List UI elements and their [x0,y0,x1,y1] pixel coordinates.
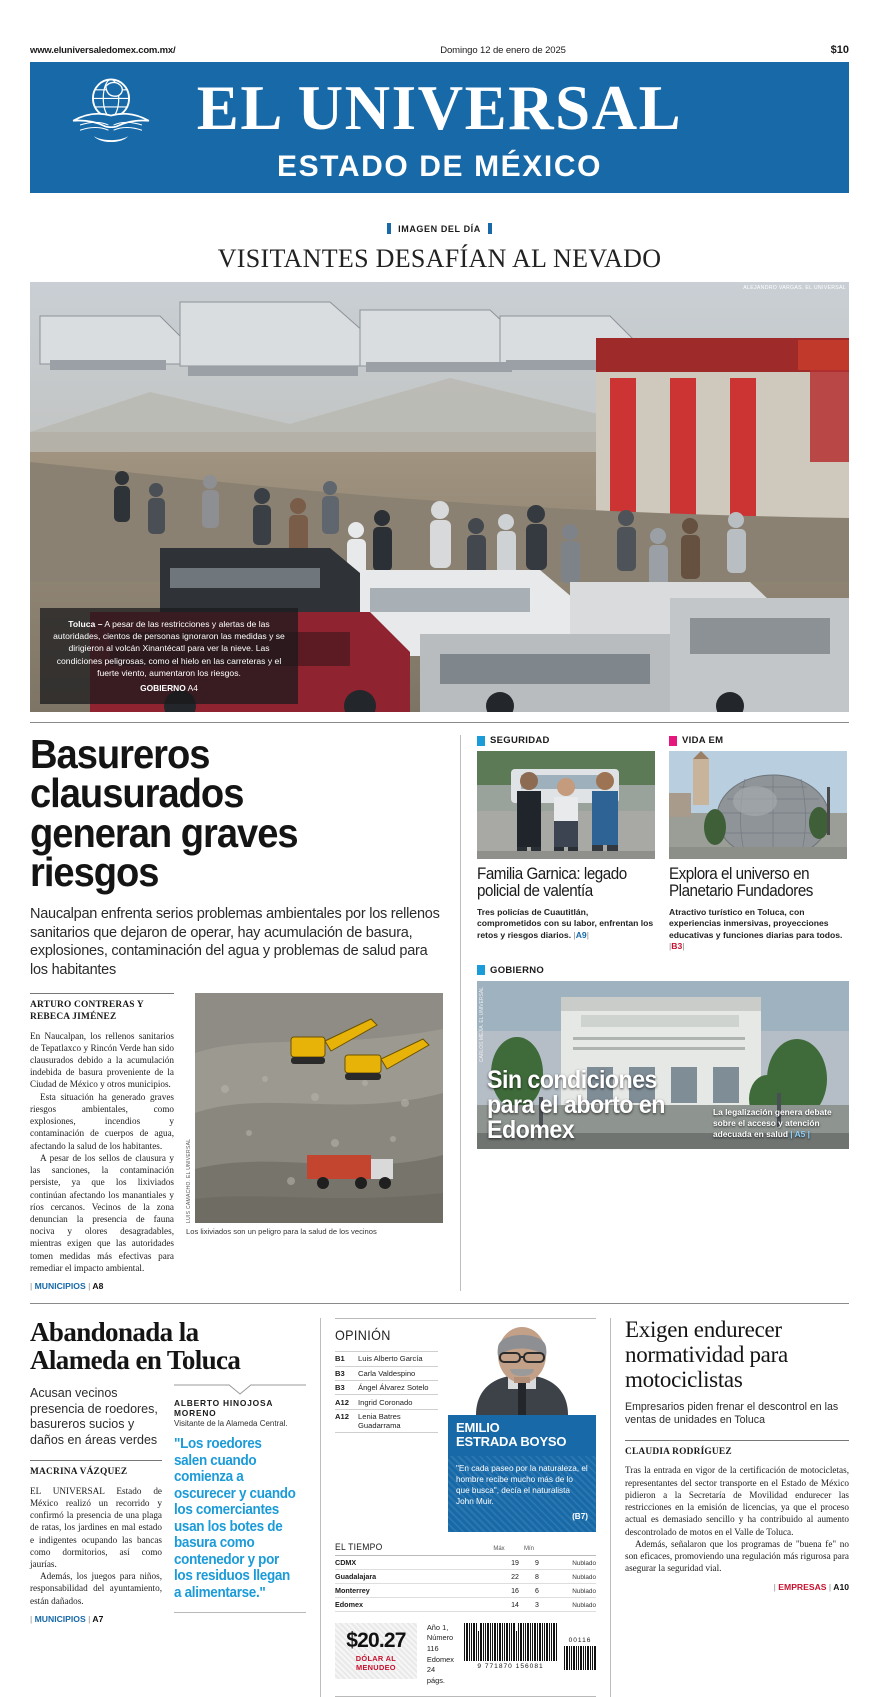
motos-headline-line1: Exigen endurecer [625,1317,782,1343]
issue-info [427,1623,454,1687]
hero-caption-section: GOBIERNO [140,683,186,694]
opinion-and-info-block [320,1318,610,1697]
issue-number: 116 [426,1643,439,1653]
weather-col-max: Máx [493,1545,505,1552]
opinion-list [335,1319,438,1531]
weather-sky: Nublado [572,1601,596,1609]
weather-max: 22 [511,1573,519,1581]
columnist-quote: "En cada paseo por la naturaleza, el hombre recibe mucho más de lo que busca", decía el naturalista John Muir. [456,1463,588,1507]
dollar-price-box [335,1623,417,1679]
right-column [460,735,849,1291]
weather-sky: Nublado [572,1573,596,1581]
kicker-square-icon [477,965,485,975]
card-seguridad-photo[interactable] [477,751,655,859]
main-story-columns [30,993,444,1291]
alameda-columns [30,1384,306,1624]
cover-price: $10 [830,44,849,56]
opinion-page: A12 [335,1411,349,1421]
top-info-bar [30,0,849,62]
weather-max: 19 [511,1559,519,1567]
weather-city: Edomex [335,1599,363,1609]
hero-caption-lead: Toluca – [68,619,103,630]
weather-city: CDMX [335,1557,357,1567]
motos-byline: CLAUDIA RODRÍGUEZ [625,1447,732,1458]
main-story-dek: Naucalpan enfrenta serios problemas ambientales por los rellenos sanitarios que dejaron de operar, hay acumulación de basura, explosiones, contaminación del agua y problemas de salud para los habitantes [30,906,440,978]
hero-caption-reference[interactable] [52,683,286,695]
alameda-headline-line2: Alameda en Toluca [30,1345,241,1376]
alameda-quote: "Los roedores salen cuando comienza a oscurecer y cuando los comerciantes usan los botes de basura como contenedor y por los residuos llegan a alimentarse." [174,1436,296,1601]
weather-max: 16 [511,1587,519,1595]
police-family-photo-illustration [477,751,655,859]
weather-sky: Nublado [572,1559,596,1567]
motos-byline-rule [625,1440,849,1458]
opinion-title: OPINIÓN [335,1327,391,1344]
weather-row [335,1556,596,1570]
columnist-page-ref[interactable]: (B7) [572,1512,588,1522]
motos-headline-line3: motociclistas [625,1366,743,1392]
barcode-main-number: 9 771870 156081 [477,1662,544,1670]
barcode-small-icon [564,1646,596,1670]
main-story-page: A8 [92,1281,104,1292]
barcode-main-icon [464,1623,557,1661]
kicker-square-icon [477,736,485,746]
website-url[interactable]: www.eluniversaledomex.com.mx/ [30,45,176,56]
quote-chevron-icon [174,1384,306,1396]
gobierno-headline-line2: para el aborto en [487,1090,665,1119]
issue-pages: 24 págs. [426,1665,445,1686]
weather-min: 6 [535,1587,539,1595]
gobierno-photo-credit: CARLOS MEJÍA. EL UNIVERSAL [479,986,485,1062]
weather-widget [335,1542,596,1612]
card-seguridad-kicker-label: SEGURIDAD [490,735,550,746]
landfill-photo-illustration[interactable] [195,993,443,1223]
card-seguridad-page[interactable]: A9 [575,929,587,940]
opinion-page: B1 [335,1354,345,1364]
main-story-headline[interactable] [30,731,415,896]
motos-para-1: Tras la entrada en vigor de la certificación de motocicletas, representantes del sector transporte en el Estado de México pidieron a la Secretaría de Movilidad endurecer las restricciones en la emisión de licencias, ya que el proceso actual es demasiado sencillo y ha contribuido al aumento descontrolado de motos en el Valle de Toluca. [625,1465,849,1537]
weather-max: 14 [511,1601,519,1609]
alameda-section-ref[interactable]: | MUNICIPIOS | A7 [30,1613,104,1624]
opinion-row[interactable] [335,1394,438,1408]
hero-caption-page: A4 [187,683,198,694]
image-of-day-headline: VISITANTES DESAFÍAN AL NEVADO [217,244,662,273]
masthead-title: EL UNIVERSAL [196,73,683,143]
main-story-section-ref[interactable]: | MUNICIPIOS | A8 [30,1281,104,1292]
alameda-page: A7 [92,1613,104,1624]
issue-year: Año 1, [426,1622,449,1632]
masthead-subtitle: ESTADO DE MÉXICO [276,150,603,183]
kicker-square-icon [669,736,677,746]
barcode-small-number: 00116 [568,1636,592,1644]
columnist-quote-box [448,1456,596,1532]
publication-date: Domingo 12 de enero de 2025 [440,45,566,56]
card-vida-page[interactable]: B3 [671,941,683,952]
dollar-price-value: $20.27 [346,1628,406,1652]
divider-below-hero [30,722,849,723]
barcode-group [464,1623,596,1670]
weather-city: Monterrey [335,1585,370,1595]
gobierno-dek: La legalización genera debate sobre el acceso y atención adecuada en salud | A5 | [713,1106,832,1140]
alameda-left-column [30,1384,162,1624]
card-vida-kicker [669,735,847,746]
opinion-page: B3 [335,1383,345,1393]
issue-number-label: Número [426,1633,454,1643]
motos-section-ref[interactable]: | EMPRESAS | A10 [773,1581,849,1592]
issue-edition: Edomex [426,1654,454,1664]
hero-caption [40,608,298,704]
story-alameda [30,1318,320,1697]
card-vida-em[interactable] [669,735,847,953]
columnist-last-name: ESTRADA BOYSO [456,1433,567,1449]
planetarium-dome-photo-illustration [669,751,847,859]
card-vida-kicker-label: VIDA EM [682,735,724,746]
card-vida-photo[interactable] [669,751,847,859]
weather-min: 8 [535,1573,539,1581]
columnist-first-name: EMILIO [456,1420,500,1436]
opinion-page: A12 [335,1397,349,1407]
main-story [30,731,460,1292]
opinion-name: Lenia Batres Guadarrama [358,1411,401,1430]
weather-sky: Nublado [572,1587,596,1595]
weather-city: Guadalajara [335,1571,377,1581]
gobierno-headline-line1: Sin condiciones [487,1065,657,1094]
opinion-row[interactable] [335,1409,438,1433]
card-seguridad-dek: Tres policías de Cuautitlán, comprometidos con su labor, enfrentan los retos y riesgos diarios. |A9| [477,906,654,940]
opinion-row[interactable] [335,1380,438,1394]
opinion-row[interactable] [335,1351,438,1365]
alameda-quote-divider [174,1612,306,1613]
motos-headline[interactable] [625,1318,849,1392]
gobierno-kicker-label: GOBIERNO [490,964,545,976]
kicker-bar-right-icon [488,223,492,234]
alameda-quote-column [174,1384,306,1624]
gobierno-headline[interactable] [487,1065,665,1144]
opinion-name: Carla Valdespino [358,1368,416,1378]
motos-body [625,1464,849,1574]
bottom-section [30,1318,849,1697]
opinion-block [335,1319,596,1531]
mid-section [30,731,849,1292]
weather-col-min: Mín [523,1545,534,1552]
alameda-source-name: ALBERTO HINOJOSA MORENO [174,1398,273,1419]
kicker-bar-left-icon [387,223,391,234]
motos-para-2: Además, señalaron que los programas de "buena fe" no son eficaces, promoviendo una regulación más rigurosa para asegurar la seguridad vial. [625,1538,849,1574]
alameda-byline-rule [30,1460,162,1478]
gobierno-photo[interactable] [477,981,849,1149]
alameda-byline: MACRINA VÁZQUEZ [30,1467,128,1478]
motos-dek: Empresarios piden frenar el descontrol en las ventas de unidades en Toluca [625,1400,839,1427]
main-story-para-3: A pesar de los sellos de clausura y las sanciones, la contaminación persiste, ya que los lixiviados continúan afectando los manantiales y ríos cercanos. Vecinos de la zona denuncian la presencia de fauna nociva y olores desagradables, mientras exigen que las autoridades tomen medidas más efectivas para remediar el impacto ambiental. [30,1152,174,1273]
opinion-page: B3 [335,1368,345,1378]
main-story-section: MUNICIPIOS [34,1281,86,1292]
main-headline-line1: Basureros clausurados [30,731,244,817]
motos-headline-line2: normatividad para [625,1342,788,1368]
card-vida-dek: Atractivo turístico en Toluca, con experiencias inmersivas, proyecciones educativas y funciones diarias para todos. |B3| [669,906,843,952]
hero-caption-body: A pesar de las restricciones y alertas de las autoridades, cientos de personas ignoraron las medidas y se dirigieron al volcán Xinantécatl para ver la nieve. Las condiciones peligrosas, como el hielo en las carreteras y el fuerte viento, aumentaron los riesgos. [53,619,285,678]
card-seguridad[interactable] [477,735,655,953]
main-story-byline-rule [30,993,174,1023]
weather-title: EL TIEMPO [335,1541,383,1553]
main-story-para-2: Esta situación ha generado graves riesgos ambientales, como explosiones, incendios y contaminación de cuerpos de agua, afectando la salud de los habitantes. [30,1091,174,1151]
featured-columnist[interactable] [448,1319,596,1531]
main-story-byline: ARTURO CONTRERAS Y REBECA JIMÉNEZ [30,1000,144,1023]
columnist-name-box [448,1415,596,1456]
main-story-text-column [30,993,174,1291]
columnist-portrait-photo [448,1319,596,1415]
footer-info-row [335,1623,596,1687]
image-of-day-header [30,221,849,274]
opinion-name: Ángel Álvarez Sotelo [358,1383,429,1393]
main-story-photo-caption: Los lixiviados son un peligro para la salud de los vecinos [186,1227,377,1237]
image-of-day-kicker: IMAGEN DEL DÍA [398,223,481,234]
eagle-globe-logo [68,76,154,150]
alameda-dek: Acusan vecinos presencia de roedores, basureros sucios y daños en áreas verdes [30,1386,158,1447]
weather-row [335,1584,596,1598]
main-story-para-1: En Naucalpan, los rellenos sanitarios de Tepatlaxco y Rincón Verde han sido clausurados debido a la acumulación indebida de basura proveniente de la Ciudad de México y otros municipios. [30,1030,174,1090]
main-story-body [30,1030,174,1275]
gobierno-kicker [477,965,849,976]
motos-section: EMPRESAS [778,1581,827,1592]
story-motociclistas [610,1318,849,1697]
opinion-row[interactable] [335,1366,438,1380]
weather-min: 9 [535,1559,539,1567]
alameda-headline[interactable] [30,1318,306,1374]
alameda-body [30,1485,162,1607]
divider-above-bottom [30,1303,849,1304]
gobierno-page-ref[interactable]: | A5 | [790,1129,811,1140]
card-seguridad-headline: Familia Garnica: legado policial de valentía [477,865,627,900]
card-vida-headline: Explora el universo en Planetario Fundadores [669,865,813,900]
weather-min: 3 [535,1601,539,1609]
alameda-para-2: Además, los juegos para niños, responsabilidad del ayuntamiento, están dañados. [30,1571,162,1606]
alameda-source-role: Visitante de la Alameda Central. [174,1419,288,1429]
alameda-para-1: EL UNIVERSAL Estado de México realizó un recorrido y confirmó la presencia de una plaga de ratas, los jardines en mal estado e indigentes ocupando las bancas como dormitorios, así como jaurías. [30,1485,162,1569]
alameda-headline-line1: Abandonada la [30,1317,199,1348]
dollar-price-label: DÓLAR AL MENUDEO [355,1653,397,1672]
columnist-portrait-icon [448,1319,596,1415]
hero-photo-credit: ALEJANDRO VARGAS. EL UNIVERSAL [743,285,846,291]
main-story-photo-column [186,993,444,1291]
weather-row [335,1570,596,1584]
alameda-section: MUNICIPIOS [34,1613,86,1624]
card-seguridad-kicker [477,735,655,746]
opinion-name: Ingrid Coronado [358,1397,413,1407]
main-headline-line2: generan graves riesgos [30,809,298,896]
secondary-cards [477,735,849,953]
masthead [30,62,849,193]
gobierno-headline-line3: Edomex [487,1115,575,1144]
motos-page: A10 [833,1581,849,1592]
hero-photo[interactable] [30,282,849,712]
weather-header [335,1542,596,1556]
opinion-name: Luis Alberto García [358,1354,423,1364]
main-story-photo-credit: LUIS CAMACHO. EL UNIVERSAL [186,1138,192,1224]
